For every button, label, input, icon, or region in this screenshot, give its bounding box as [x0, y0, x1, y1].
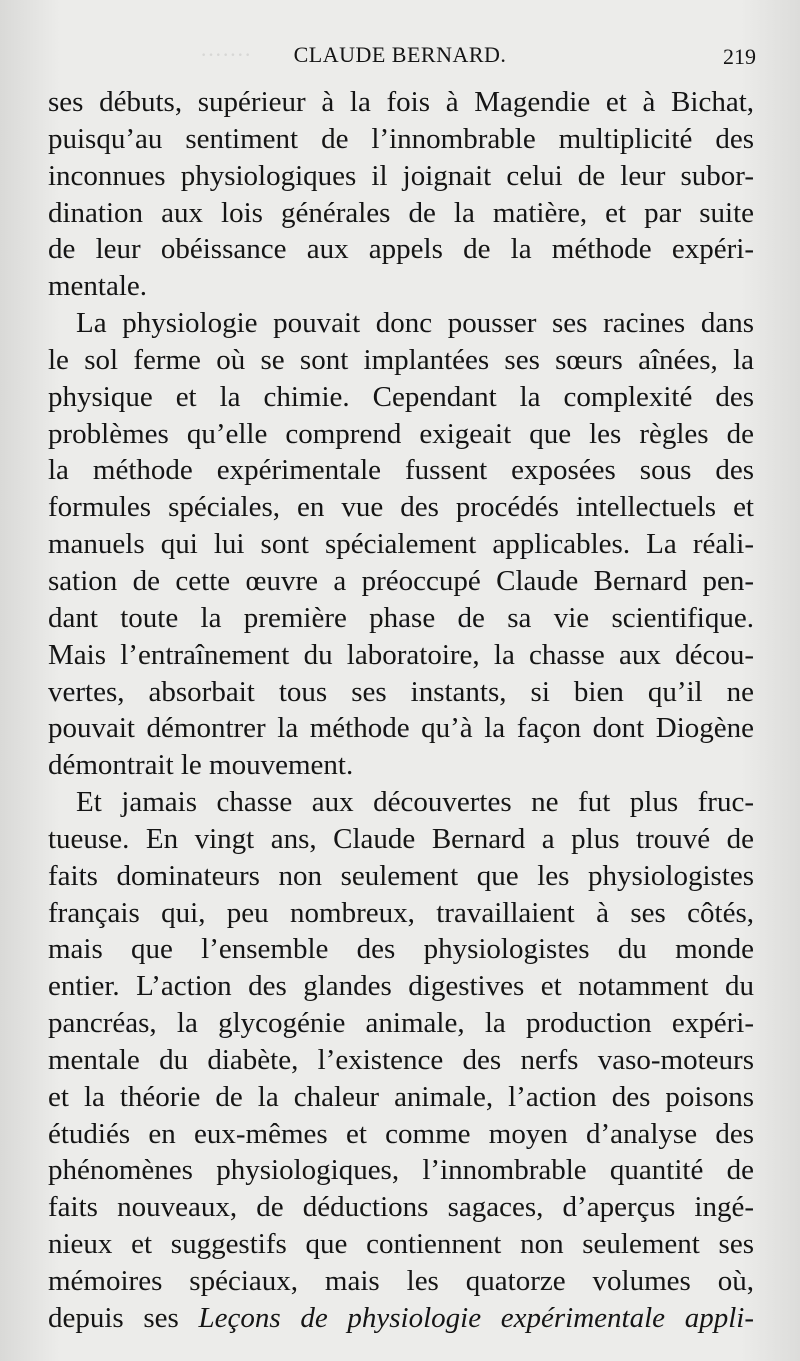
text-fragment: depuis ses [48, 1301, 199, 1334]
text-line: puisqu’au sentiment de l’innombrable multiplicité des [48, 122, 754, 155]
text-line: mentale. [48, 270, 148, 303]
page-header [0, 40, 800, 80]
text-line: la méthode expérimentale fussent exposées sous des [48, 454, 754, 487]
text-line: et la théorie de la chaleur animale, l’action des poisons [48, 1080, 754, 1113]
text-line: le sol ferme où se sont implantées ses sœurs aînées, la [48, 343, 754, 376]
text-line: dant toute la première phase de sa vie scientifique. [48, 601, 754, 634]
text-line: dination aux lois générales de la matière, et par suite [48, 196, 754, 229]
text-line: français qui, peu nombreux, travaillaient à ses côtés, [48, 896, 754, 929]
text-line: sation de cette œuvre a préoccupé Claude Bernard pen- [48, 564, 754, 597]
text-line: tueuse. En vingt ans, Claude Bernard a plus trouvé de [48, 822, 754, 855]
text-line: mentale du diabète, l’existence des nerfs vaso-moteurs [48, 1043, 754, 1076]
text-line: faits dominateurs non seulement que les physiologistes [48, 859, 754, 892]
text-line: pancréas, la glycogénie animale, la production expéri- [48, 1007, 754, 1040]
page-number: 219 [723, 44, 756, 69]
text-line: physique et la chimie. Cependant la complexité des [48, 380, 754, 413]
text-line: inconnues physiologiques il joignait celui de leur subor- [48, 159, 754, 192]
text-line: faits nouveaux, de déductions sagaces, d’aperçus ingé- [48, 1191, 754, 1224]
text-line-last [48, 1300, 754, 1337]
text-line: formules spéciales, en vue des procédés intellectuels et [48, 491, 754, 524]
text-line: mais que l’ensemble des physiologistes du monde [48, 933, 754, 966]
paragraph-start: La physiologie pouvait donc pousser ses racines dans [76, 307, 754, 340]
italic-title: Leçons de physiologie expérimentale appli- [198, 1301, 754, 1334]
text-line: de leur obéissance aux appels de la méthode expéri- [48, 233, 754, 266]
paragraph-start: Et jamais chasse aux découvertes ne fut plus fruc- [76, 786, 754, 819]
bleed-through-header: ······· [200, 42, 252, 67]
text-line: manuels qui lui sont spécialement applicables. La réali- [48, 528, 754, 561]
text-line: mémoires spéciaux, mais les quatorze volumes où, [48, 1265, 754, 1297]
text-line: entier. L’action des glandes digestives et notamment du [48, 970, 754, 1003]
text-line: nieux et suggestifs que contiennent non seulement ses [48, 1228, 754, 1261]
text-line: démontrait le mouvement. [48, 749, 354, 782]
body-text [48, 84, 754, 1337]
text-line: Mais l’entraînement du laboratoire, la chasse aux décou- [48, 638, 754, 671]
text-line: problèmes qu’elle comprend exigeait que les règles de [48, 417, 754, 450]
text-line: ses débuts, supérieur à la fois à Magendie et à Bichat, [48, 86, 754, 118]
text-line: vertes, absorbait tous ses instants, si bien qu’il ne [48, 675, 754, 708]
text-line: pouvait démontrer la méthode qu’à la façon dont Diogène [48, 712, 754, 745]
text-line: étudiés en eux-mêmes et comme moyen d’analyse des [48, 1117, 754, 1150]
running-head: CLAUDE BERNARD. [293, 42, 507, 67]
text-line: phénomènes physiologiques, l’innombrable quantité de [48, 1154, 754, 1187]
